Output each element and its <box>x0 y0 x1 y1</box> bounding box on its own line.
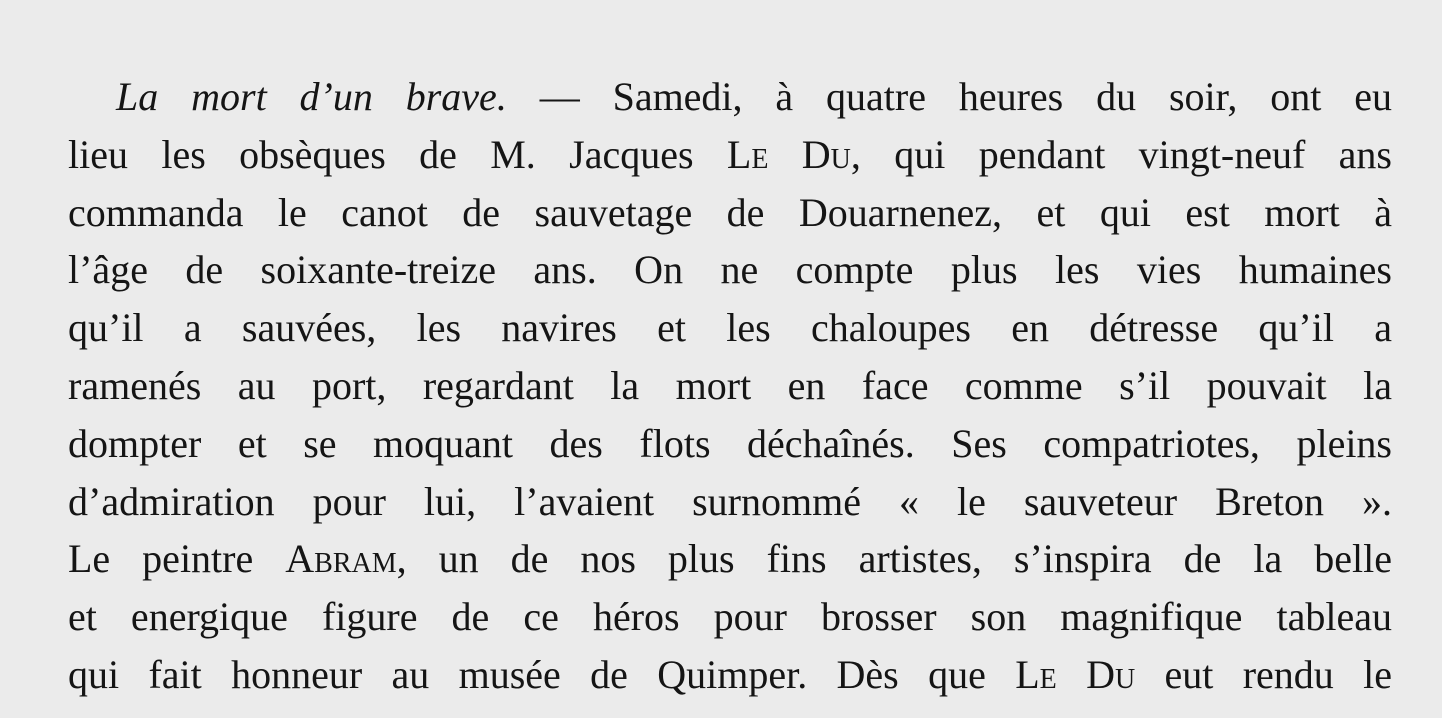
text-run: Le peintre <box>68 536 286 582</box>
text-run: , un de nos plus fins artistes, s’inspira de la belle <box>396 536 1392 582</box>
text-run: — Samedi, à quatre heures du soir, ont eu <box>506 74 1392 119</box>
article-paragraph <box>68 68 1392 704</box>
text-run: dompter et se moquant des flots déchaînés. Ses compatriotes, pleins <box>68 420 1392 466</box>
text-run: lieu les obsèques de M. Jacques <box>68 131 727 177</box>
text-line-2 <box>68 126 1392 184</box>
text-line-3 <box>68 184 1392 242</box>
text-run: ramenés au port, regardant la mort en face comme s’il pouvait la <box>68 362 1392 408</box>
text-line-4 <box>68 241 1392 299</box>
text-run: commanda le canot de sauvetage de Douarnenez, et qui est mort à <box>68 189 1392 235</box>
person-name-abram: Abram <box>285 536 397 582</box>
text-line-1 <box>68 68 1392 126</box>
text-line-6 <box>68 357 1392 415</box>
text-line-11 <box>68 646 1392 704</box>
text-run: eut rendu le <box>1135 651 1392 697</box>
text-run: l’âge de soixante-treize ans. On ne compte plus les vies humaines <box>68 247 1392 293</box>
text-run: qui fait honneur au musée de Quimper. Dès que <box>68 651 1016 697</box>
text-line-5 <box>68 299 1392 357</box>
person-name-le-du: Le Du <box>1015 651 1136 697</box>
text-run: et energique figure de ce héros pour brosser son magnifique tableau <box>68 594 1392 640</box>
text-line-8 <box>68 473 1392 531</box>
text-line-10 <box>68 588 1392 646</box>
text-run: , qui pendant vingt-neuf ans <box>850 131 1392 177</box>
person-name-le-du: Le Du <box>726 131 851 177</box>
text-run: d’admiration pour lui, l’avaient surnommé « le sauveteur Breton ». <box>68 478 1392 524</box>
text-line-7 <box>68 415 1392 473</box>
text-line-9 <box>68 530 1392 588</box>
article-title: La mort d’un brave. <box>116 74 507 119</box>
text-run: qu’il a sauvées, les navires et les chaloupes en détresse qu’il a <box>68 305 1392 351</box>
